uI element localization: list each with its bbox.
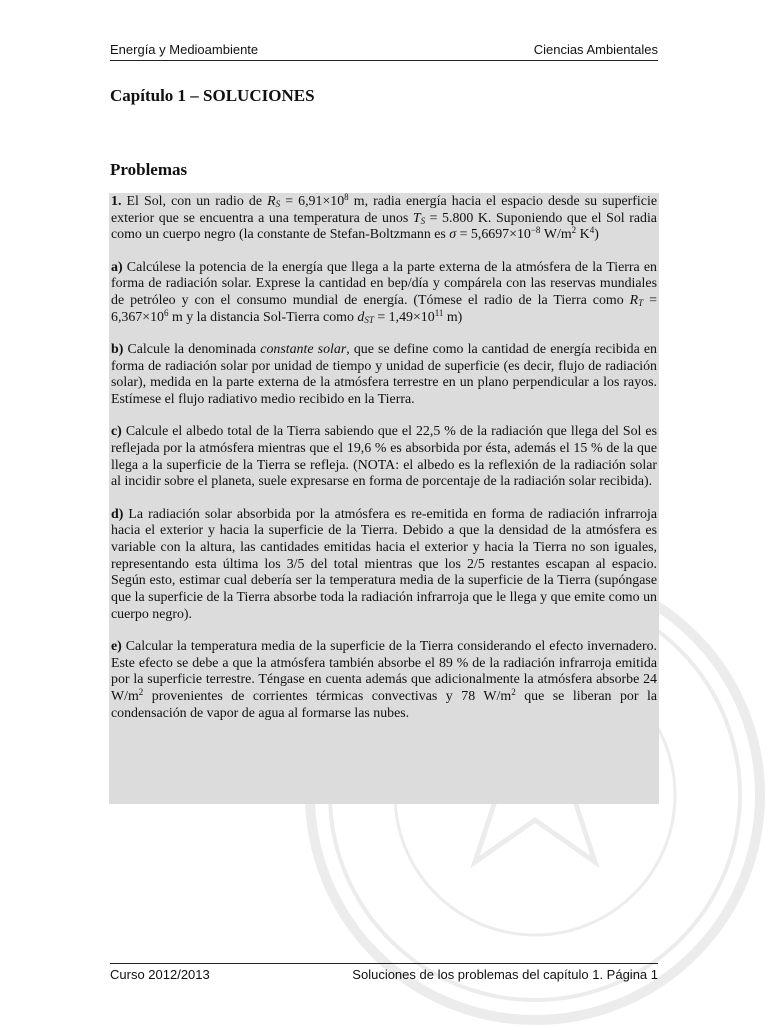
value: = 6,91×10 xyxy=(280,194,345,209)
problem-text: ) xyxy=(594,227,599,243)
units: W/m xyxy=(540,227,572,243)
subscript: T xyxy=(638,298,644,309)
part-label: c) xyxy=(111,424,122,440)
subscript: S xyxy=(420,215,426,226)
part-text: provenientes de corrientes térmicas convectivas y 78 W/m xyxy=(143,689,512,705)
exponent: 2 xyxy=(511,687,516,698)
subscript: ST xyxy=(364,314,374,325)
part-text: Calcule el albedo total de la Tierra sabiendo que el 22,5 % de la radiación que llega del Sol es reflejada por la atmósfera mientras que el 19,6 % es absorbida por ésta, además el 15 % de la que llega a la superficie de la Tierra se refleja. (NOTA: el albedo es la reflexión de la radiación solar al incidir sobre el planeta, suele expresarse en forma de porcentaje de la radiación solar recibida). xyxy=(111,424,657,490)
problem-box xyxy=(109,193,659,804)
part-text: m y la distancia Sol-Tierra como xyxy=(168,309,358,325)
part-text: que se liberan por la condensación de vapor de agua al formarse las nubes. xyxy=(111,689,657,721)
defined-term: constante solar xyxy=(260,341,347,357)
part-label: d) xyxy=(111,506,124,522)
part-d xyxy=(111,507,657,624)
exponent: 8 xyxy=(344,192,349,202)
problem-number: 1. xyxy=(111,194,122,209)
problem-text: = 5.800 K. Suponiendo que el Sol radia como un cuerpo negro (la constante de Stefan-Boltzmann es xyxy=(111,210,657,243)
problem-text: m, radia energía hacia el espacio desde su superficie exterior que se encuentra a una temperatura de unos xyxy=(111,194,657,226)
part-text: Calcular la temperatura media de la superficie de la Tierra considerando el efecto invernadero. Este efecto se debe a que la atmósfera también absorbe el 89 % de la radiación infrarroja emitida por la superficie terrestre. Téngase en cuenta además que adicionalmente la atmósfera absorbe 24 W/m xyxy=(111,638,657,705)
exponent: 4 xyxy=(589,225,595,236)
part-c xyxy=(111,424,657,491)
header-degree: Ciencias Ambientales xyxy=(533,42,658,57)
part-text: , que se define como la cantidad de energía recibida en forma de radiación solar por unidad de tiempo y unidad de superficie (es decir, flujo de radiación solar), medida en la parte externa de la atmósfera terrestre en un plano perpendicular a los rayos. Estímese el flujo radiativo medio recibido en la Tierra. xyxy=(111,341,657,408)
symbol: d xyxy=(357,309,365,325)
part-text: m) xyxy=(443,309,463,325)
exponent: 2 xyxy=(138,687,144,698)
value: = 5,6697×10 xyxy=(456,227,531,243)
part-text: La radiación solar absorbida por la atmósfera es re-emitida en forma de radiación infrarroja hacia el exterior y hacia la superficie de la Tierra. Debido a que la densidad de la atmósfera es variable con la altura, las cantidades emitidas hacia el exterior y hacia la Tierra no son iguales, representando esta última los 3/5 del total mientras que los 2/5 restantes escapan al espacio. Según esto, estimar cual debería ser la temperatura media de la superficie de la Tierra (supóngase que la superficie de la Tierra absorbe toda la radiación infrarroja que le llega y que emite como un cuerpo negro). xyxy=(111,506,657,622)
problem-statement xyxy=(111,194,657,244)
exponent: 2 xyxy=(571,225,577,236)
value: = 6,367×10 xyxy=(111,293,657,325)
part-label: e) xyxy=(111,638,122,654)
part-e xyxy=(111,639,657,723)
part-text: Calcúlese la potencia de la energía que llega a la parte externa de la atmósfera de la Tierra en forma de radiación solar. Exprese la cantidad en bep/día y compárela con las reservas mundiales de petróleo y con el consumo mundial de energía. (Tómese el radio de la Tierra como xyxy=(111,259,657,309)
part-b xyxy=(111,342,657,409)
footer-course: Curso 2012/2013 xyxy=(110,967,210,982)
chapter-title: Capítulo 1 – SOLUCIONES xyxy=(110,86,315,105)
exponent: 6 xyxy=(163,307,169,318)
page-footer xyxy=(110,963,658,984)
value: = 1,49×10 xyxy=(373,309,435,325)
problem-text: El Sol, con un radio de xyxy=(121,194,268,209)
part-a xyxy=(111,260,657,327)
symbol: T xyxy=(412,210,421,226)
part-label: b) xyxy=(111,341,124,357)
symbol: R xyxy=(629,293,639,309)
section-title: Problemas xyxy=(110,160,188,179)
exponent: 11 xyxy=(434,307,444,318)
symbol: R xyxy=(267,194,276,209)
footer-page-info: Soluciones de los problemas del capítulo 1. Página 1 xyxy=(352,967,658,982)
subscript: S xyxy=(275,199,281,209)
exponent: −8 xyxy=(530,225,541,236)
header-subject: Energía y Medioambiente xyxy=(110,42,259,57)
units: K xyxy=(576,227,590,243)
symbol: σ xyxy=(449,227,457,243)
part-text: Calcule la denominada xyxy=(123,341,261,357)
part-label: a) xyxy=(111,259,123,275)
page-header xyxy=(110,40,658,61)
